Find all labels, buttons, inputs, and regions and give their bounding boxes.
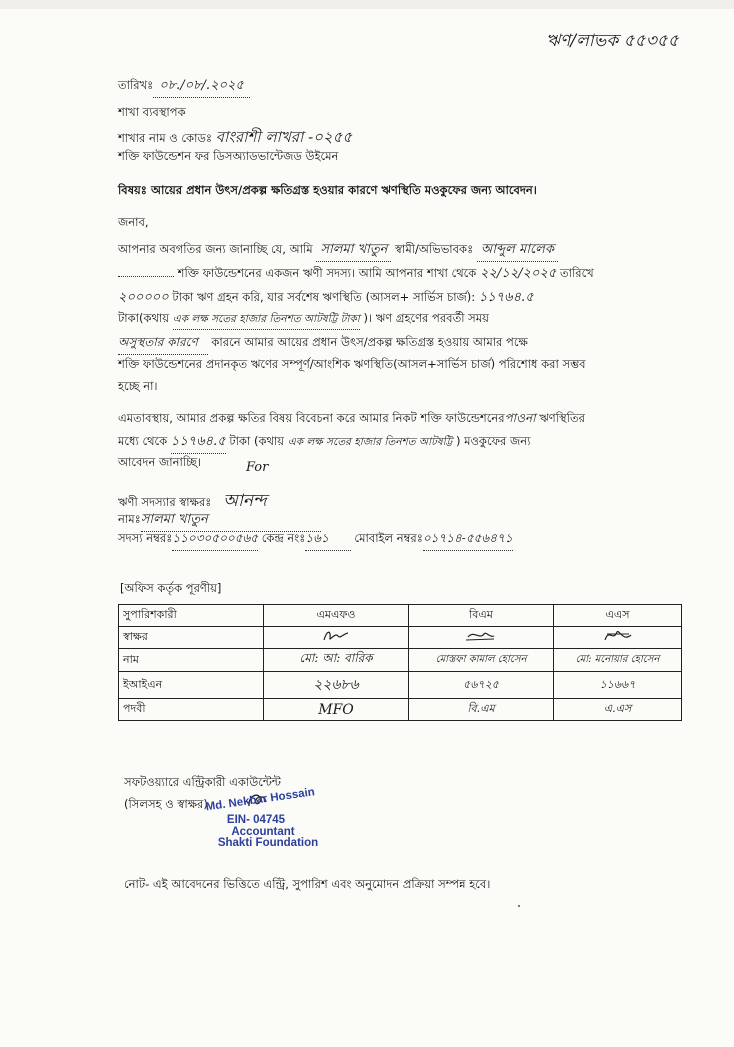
member-name-field: সালমা খাতুন — [316, 240, 391, 262]
table-cell: ৫৬৭২৫ — [409, 672, 554, 699]
signature-scribble — [321, 628, 351, 644]
para1-text: টাকা(কথায় — [118, 311, 170, 325]
para2-text: ঋণস্থিতির — [539, 411, 585, 425]
mobile-label: মোবাইল নম্বরঃ — [354, 531, 423, 545]
branch-label: শাখার নাম ও কোডঃ — [118, 131, 213, 145]
accountant-title: সফটওয়্যারে এন্ট্রিকারী একাউন্টেন্ট — [124, 775, 281, 789]
para1-text: শক্তি ফাউন্ডেশনের একজন ঋণী সদস্য। আমি আপনার শাখা থেকে — [177, 266, 477, 280]
damage-reason-field: অসুস্থতার কারণে — [118, 334, 208, 355]
blank-dots — [118, 276, 174, 277]
para2-line2 — [118, 432, 530, 454]
name-row — [118, 510, 321, 532]
recipient-title: শাখা ব্যবস্থাপক — [118, 105, 186, 119]
table-row-label: নাম — [119, 649, 264, 672]
signature-cell — [409, 627, 554, 649]
scan-edge — [0, 0, 734, 9]
member-no-value: ১১০৩০৫০০৫৬৫ — [172, 530, 258, 551]
outstanding-field: ১১৭৬৪.৫ — [478, 290, 534, 305]
para1-text: টাকা ঋণ গ্রহন করি, যার সর্বশেষ ঋণস্থিতি (আসল+ সার্ভিস চার্জ): — [172, 290, 476, 304]
para2-text: মধ্যে থেকে — [118, 434, 168, 448]
outstanding-words-field: এক লক্ষ সতের হাজার তিনশত আটষট্টি টাকা — [173, 312, 360, 330]
member-signature: আনন্দ — [223, 491, 267, 511]
table-row — [119, 699, 682, 721]
date-label: তারিখঃ — [118, 78, 154, 92]
para1-line6: শক্তি ফাউন্ডেশনের প্রদানকৃত ঋণের সম্পূর্ণ/আংশিক ঋণস্থিতি(আসল+সার্ভিস চার্জ) পরিশোধ করা সম্ভব — [118, 357, 586, 371]
para2-text: ) মওকুফের জন্য — [455, 434, 531, 448]
para2-line1 — [118, 410, 585, 430]
para1-line7: হচ্ছে না। — [118, 379, 158, 393]
para1-line3 — [118, 288, 534, 309]
table-cell: ২২৬৮৬ — [264, 672, 409, 699]
stamp-ein: EIN- 04745 — [226, 813, 286, 826]
accountant-seal-note: (সিলসহ ও স্বাক্ষর) — [124, 797, 208, 811]
footnote: নোট- এই আবেদনের ভিত্তিতে এন্ট্রি, সুপারিশ এবং অনুমোদন প্রক্রিয়া সম্পন্ন হবে। — [124, 877, 491, 891]
para1-line4 — [118, 310, 489, 330]
salutation: জনাব, — [118, 215, 149, 229]
para1-text: )। ঋণ গ্রহণের পরবর্তী সময় — [363, 311, 489, 325]
table-cell: MFO — [264, 699, 409, 721]
guardian-name-field: আব্দুল মালেক — [477, 240, 558, 262]
owed-handwritten: পাওনা — [504, 411, 536, 425]
table-cell: এ.এস — [554, 699, 682, 721]
signature-scribble — [601, 628, 635, 644]
table-row-label: স্বাক্ষর — [119, 627, 264, 649]
table-cell: মো: আ: বারিক — [264, 649, 409, 672]
scan-speck — [518, 905, 520, 907]
recommendation-table — [118, 604, 682, 721]
table-cell: মোস্তফা কামাল হোসেন — [409, 649, 554, 672]
branch-value: বাংরাশী লাখরা -০২৫৫ — [215, 128, 353, 146]
signature-for: For — [246, 460, 269, 475]
table-row — [119, 649, 682, 672]
date-row — [118, 76, 250, 98]
member-no-label: সদস্য নম্বরঃ — [118, 531, 173, 545]
subject-prefix: বিষয়ঃ — [118, 183, 147, 197]
para1-line5 — [118, 334, 528, 355]
table-row-label: পদবী — [119, 699, 264, 721]
signature-cell — [264, 627, 409, 649]
table-header-cell: বিএম — [409, 605, 554, 627]
para1-line2 — [118, 264, 594, 285]
stamp-name: Md. Nekbar Hossain — [205, 786, 316, 814]
para2-line3: আবেদন জানাচ্ছি। — [118, 455, 202, 469]
waiver-words-field: এক লক্ষ সতের হাজার তিনশত আটষট্টি — [287, 436, 453, 448]
para1-text: কারনে আমার আয়ের প্রধান উৎস/প্রকল্প ক্ষতিগ্রস্ত হওয়ায় আমার পক্ষে — [211, 335, 528, 349]
loan-amount-field: ২০০০০০ — [118, 290, 169, 305]
table-cell: মো: মনোয়ার হোসেন — [554, 649, 682, 672]
guardian-label: স্বামী/অভিভাবকঃ — [395, 242, 474, 256]
date-value: ০৮./০৮/.২০২৫ — [153, 76, 250, 98]
signature-cell — [554, 627, 682, 649]
table-header-cell: এএস — [554, 605, 682, 627]
stamp-role: Accountant — [231, 825, 295, 838]
reference-number: ঋণ/লাভক ৫৫৩৫৫ — [546, 31, 679, 51]
name-value: সালমা খাতুন — [141, 510, 321, 532]
mobile-value: ০১৭১৪-৫৫৬৪৭১ — [423, 530, 513, 551]
signature-scribble — [464, 628, 498, 644]
accountant-stamp — [202, 786, 320, 850]
para2-text: টাকা (কথায় — [229, 434, 285, 448]
center-label: কেন্দ্র নংঃ — [261, 531, 306, 545]
table-header-row — [119, 605, 682, 627]
subject-line — [118, 182, 537, 201]
para1-line1 — [118, 240, 558, 262]
subject-text: আয়ের প্রধান উৎস/প্রকল্প ক্ষতিগ্রস্ত হওয়ার কারণে ঋণস্থিতি মওকুফের জন্য আবেদন। — [150, 183, 537, 197]
para1-text: তারিখে — [559, 266, 594, 280]
table-row — [119, 627, 682, 649]
office-use-label: [অফিস কর্তৃক পূরণীয়] — [120, 581, 222, 595]
table-row — [119, 672, 682, 699]
member-info-row — [118, 530, 513, 551]
para1-text: আপনার অবগতির জন্য জানাচ্ছি যে, আমি — [118, 242, 313, 256]
organization-name: শক্তি ফাউন্ডেশন ফর ডিসঅ্যাডভান্টেজড উইমেন — [118, 149, 339, 163]
para2-text: এমতাবস্থায়, আমার প্রকল্প ক্ষতির বিষয় বিবেচনা করে আমার নিকট শক্তি ফাউন্ডেশনের — [118, 411, 505, 425]
table-header-cell: এমএফও — [264, 605, 409, 627]
waiver-amount-field: ১১৭৬৪.৫ — [171, 432, 226, 454]
loan-date-field: ২২/১২/২০২৫ — [479, 266, 557, 281]
table-cell: ১১৬৬৭ — [554, 672, 682, 699]
stamp-org: Shakti Foundation — [217, 837, 319, 850]
name-label: নামঃ — [118, 512, 141, 526]
table-row-label: ইআইএন — [119, 672, 264, 699]
center-value: ১৬১ — [305, 530, 350, 551]
table-cell: বি.এম — [409, 699, 554, 721]
table-header-cell: সুপারিশকারী — [119, 605, 264, 627]
signature-label: ঋণী সদস্যার স্বাক্ষরঃ — [118, 495, 212, 509]
